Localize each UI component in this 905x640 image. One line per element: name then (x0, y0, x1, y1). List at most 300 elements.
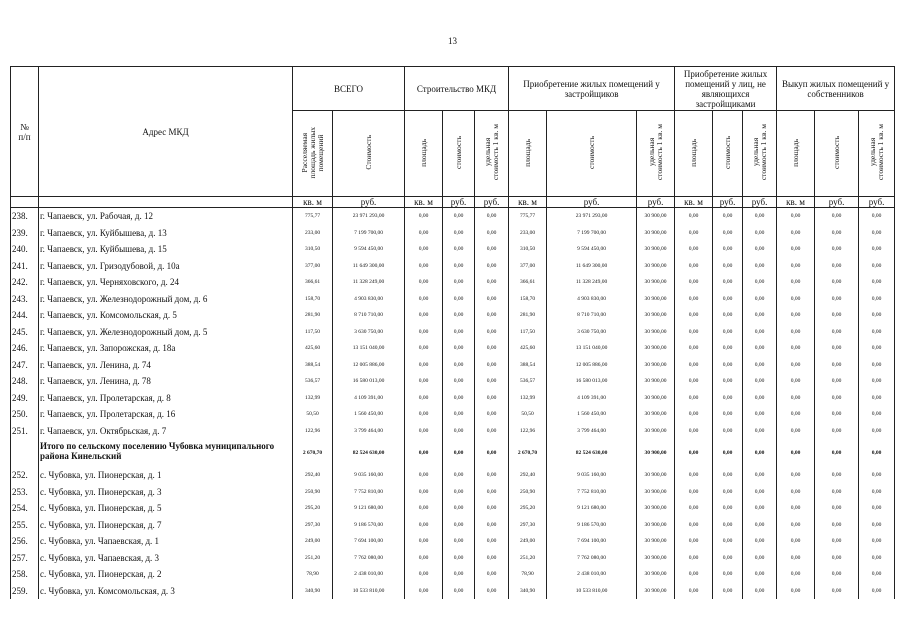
row-number: 250. (11, 406, 39, 423)
cell-value: 11 649 300,00 (547, 258, 637, 275)
row-number: 251. (11, 423, 39, 440)
cell-value: 82 524 630,00 (333, 439, 405, 467)
cell-value: 132,99 (293, 390, 333, 407)
cell-value: 0,00 (743, 517, 777, 534)
cell-value: 30 900,00 (637, 340, 675, 357)
cell-value: 0,00 (743, 550, 777, 567)
cell-value: 0,00 (443, 484, 475, 501)
cell-value: 0,00 (713, 484, 743, 501)
cell-value: 0,00 (777, 241, 815, 258)
subheader-label: площадь (418, 138, 428, 167)
cell-value: 250,90 (293, 484, 333, 501)
cell-value: 0,00 (859, 533, 895, 550)
row-number: 255. (11, 517, 39, 534)
cell-value: 233,00 (293, 225, 333, 242)
cell-value: 0,00 (443, 500, 475, 517)
cell-value: 11 328 249,00 (547, 274, 637, 291)
cell-value: 0,00 (743, 258, 777, 275)
cell-value: 0,00 (777, 550, 815, 567)
unit-label: руб. (475, 197, 509, 208)
table-row (11, 500, 895, 517)
cell-value: 0,00 (713, 500, 743, 517)
cell-value: 16 580 013,00 (547, 373, 637, 390)
row-address: с. Чубовка, ул. Пионерская, д. 3 (39, 484, 293, 501)
cell-value: 0,00 (859, 324, 895, 341)
cell-value: 0,00 (443, 406, 475, 423)
cell-value: 0,00 (815, 390, 859, 407)
row-address: г. Чапаевск, ул. Железнодорожный дом, д. 6 (39, 291, 293, 308)
table-row (11, 423, 895, 440)
cell-value: 2 670,70 (509, 439, 547, 467)
row-address: с. Чубовка, ул. Пионерская, д. 1 (39, 467, 293, 484)
cell-value: 0,00 (713, 258, 743, 275)
cell-value: 0,00 (475, 357, 509, 374)
unit-label: руб. (713, 197, 743, 208)
table-row (11, 484, 895, 501)
cell-value: 0,00 (675, 517, 713, 534)
cell-value: 7 199 700,00 (547, 225, 637, 242)
subheader-col-13 (815, 111, 859, 197)
cell-value: 0,00 (815, 533, 859, 550)
table-row (11, 291, 895, 308)
cell-value: 0,00 (815, 208, 859, 225)
row-number: 247. (11, 357, 39, 374)
cell-value: 0,00 (815, 258, 859, 275)
table-row (11, 533, 895, 550)
cell-value: 281,90 (509, 307, 547, 324)
table-row (11, 208, 895, 225)
cell-value: 16 580 013,00 (333, 373, 405, 390)
cell-value: 0,00 (675, 225, 713, 242)
cell-value: 0,00 (713, 274, 743, 291)
cell-value: 0,00 (815, 550, 859, 567)
cell-value: 0,00 (405, 566, 443, 583)
unit-label: руб. (547, 197, 637, 208)
cell-value: 0,00 (777, 340, 815, 357)
cell-value: 0,00 (743, 340, 777, 357)
cell-value: 30 900,00 (637, 406, 675, 423)
cell-value: 78,90 (509, 566, 547, 583)
cell-value: 0,00 (675, 258, 713, 275)
cell-value: 82 524 630,00 (547, 439, 637, 467)
subheader-label: площадь (688, 138, 698, 167)
row-address: г. Чапаевск, ул. Железнодорожный дом, д. 5 (39, 324, 293, 341)
table-row (11, 373, 895, 390)
cell-value: 122,96 (509, 423, 547, 440)
cell-value: 0,00 (675, 550, 713, 567)
subheader-label: Стоимость (363, 135, 373, 170)
cell-value: 0,00 (675, 406, 713, 423)
cell-value: 0,00 (743, 390, 777, 407)
table-row (11, 357, 895, 374)
cell-value: 3 799 464,00 (547, 423, 637, 440)
cell-value: 775,77 (293, 208, 333, 225)
cell-value: 340,90 (509, 583, 547, 600)
cell-value: 0,00 (675, 439, 713, 467)
cell-value: 1 560 450,00 (333, 406, 405, 423)
unit-label: кв. м (293, 197, 333, 208)
row-address: г. Чапаевск, ул. Ленина, д. 74 (39, 357, 293, 374)
cell-value: 117,50 (509, 324, 547, 341)
cell-value: 0,00 (859, 258, 895, 275)
cell-value: 295,20 (293, 500, 333, 517)
cell-value: 0,00 (475, 500, 509, 517)
cell-value: 0,00 (815, 566, 859, 583)
subheader-col-5 (475, 111, 509, 197)
unit-label: кв. м (675, 197, 713, 208)
cell-value: 0,00 (859, 307, 895, 324)
row-number: 241. (11, 258, 39, 275)
subheader-label: стоимость (586, 136, 596, 169)
cell-value: 0,00 (405, 533, 443, 550)
subheader-col-9 (675, 111, 713, 197)
cell-value: 0,00 (777, 324, 815, 341)
cell-value: 8 710 710,00 (333, 307, 405, 324)
cell-value: 0,00 (405, 307, 443, 324)
cell-value: 0,00 (405, 357, 443, 374)
cell-value: 0,00 (443, 423, 475, 440)
cell-value: 0,00 (475, 291, 509, 308)
unit-label: руб. (815, 197, 859, 208)
row-address: г. Чапаевск, ул. Пролетарская, д. 8 (39, 390, 293, 407)
cell-value: 425,60 (293, 340, 333, 357)
cell-value: 0,00 (815, 373, 859, 390)
header-group-owner-buyout: Выкуп жилых помещений у собственников (777, 67, 895, 111)
cell-value: 0,00 (475, 533, 509, 550)
table-row (11, 583, 895, 600)
cell-value: 0,00 (859, 550, 895, 567)
cell-value: 23 971 293,00 (547, 208, 637, 225)
table-row (11, 324, 895, 341)
cell-value: 30 900,00 (637, 258, 675, 275)
row-address: с. Чубовка, ул. Комсомольская, д. 3 (39, 583, 293, 600)
cell-value: 0,00 (675, 533, 713, 550)
table-row (11, 258, 895, 275)
cell-value: 30 900,00 (637, 208, 675, 225)
cell-value: 0,00 (675, 241, 713, 258)
cell-value: 0,00 (859, 373, 895, 390)
cell-value: 0,00 (777, 406, 815, 423)
cell-value: 425,60 (509, 340, 547, 357)
row-number (11, 439, 39, 467)
cell-value: 366,61 (293, 274, 333, 291)
cell-value: 0,00 (405, 390, 443, 407)
unit-label: кв. м (777, 197, 815, 208)
header-group-developer-purchase: Приобретение жилых помещений у застройщиков (509, 67, 675, 111)
cell-value: 0,00 (443, 340, 475, 357)
cell-value: 0,00 (777, 274, 815, 291)
cell-value: 158,70 (509, 291, 547, 308)
cell-value: 0,00 (475, 583, 509, 600)
cell-value: 0,00 (675, 357, 713, 374)
cell-value: 0,00 (475, 225, 509, 242)
subheader-label: стоимость (831, 136, 841, 169)
row-address: с. Чубовка, ул. Чапаевская, д. 3 (39, 550, 293, 567)
cell-value: 0,00 (475, 241, 509, 258)
cell-value: 377,00 (293, 258, 333, 275)
cell-value: 292,40 (293, 467, 333, 484)
cell-value: 297,30 (509, 517, 547, 534)
row-number: 254. (11, 500, 39, 517)
subheader-label: удельная стоимость 1 кв. м (750, 124, 768, 181)
cell-value: 281,90 (293, 307, 333, 324)
cell-value: 30 900,00 (637, 550, 675, 567)
cell-value: 2 438 010,00 (547, 566, 637, 583)
table-row (11, 225, 895, 242)
cell-value: 0,00 (443, 467, 475, 484)
cell-value: 377,00 (509, 258, 547, 275)
table-row (11, 274, 895, 291)
cell-value: 0,00 (859, 583, 895, 600)
cell-value: 0,00 (713, 467, 743, 484)
cell-value: 0,00 (777, 291, 815, 308)
table-row (11, 390, 895, 407)
header-num: № п/п (11, 67, 39, 197)
cell-value: 0,00 (777, 390, 815, 407)
cell-value: 9 121 680,00 (547, 500, 637, 517)
subheader-col-7 (547, 111, 637, 197)
cell-value: 251,20 (293, 550, 333, 567)
cell-value: 0,00 (713, 241, 743, 258)
table-row (11, 307, 895, 324)
cell-value: 536,57 (293, 373, 333, 390)
cell-value: 249,00 (293, 533, 333, 550)
cell-value: 0,00 (713, 373, 743, 390)
cell-value: 8 710 710,00 (547, 307, 637, 324)
cell-value: 0,00 (675, 423, 713, 440)
cell-value: 0,00 (713, 517, 743, 534)
cell-value: 0,00 (675, 340, 713, 357)
row-address: г. Чапаевск, ул. Гризодубовой, д. 10а (39, 258, 293, 275)
subheader-col-14 (859, 111, 895, 197)
cell-value: 0,00 (405, 467, 443, 484)
cell-value: 30 900,00 (637, 307, 675, 324)
cell-value: 0,00 (777, 258, 815, 275)
cell-value: 4 903 830,00 (547, 291, 637, 308)
cell-value: 0,00 (713, 423, 743, 440)
cell-value: 30 900,00 (637, 324, 675, 341)
page-number: 13 (448, 36, 457, 46)
row-number: 259. (11, 583, 39, 600)
row-number: 240. (11, 241, 39, 258)
cell-value: 0,00 (405, 291, 443, 308)
cell-value: 0,00 (859, 439, 895, 467)
cell-value: 2 438 010,00 (333, 566, 405, 583)
cell-value: 0,00 (777, 583, 815, 600)
cell-value: 0,00 (713, 439, 743, 467)
cell-value: 0,00 (859, 340, 895, 357)
cell-value: 0,00 (815, 423, 859, 440)
cell-value: 0,00 (777, 225, 815, 242)
cell-value: 0,00 (713, 324, 743, 341)
cell-value: 0,00 (443, 550, 475, 567)
cell-value: 0,00 (713, 291, 743, 308)
cell-value: 7 762 080,00 (333, 550, 405, 567)
cell-value: 0,00 (475, 324, 509, 341)
cell-value: 0,00 (743, 208, 777, 225)
cell-value: 0,00 (405, 500, 443, 517)
cell-value: 30 900,00 (637, 390, 675, 407)
cell-value: 297,30 (293, 517, 333, 534)
cell-value: 0,00 (675, 467, 713, 484)
cell-value: 0,00 (777, 500, 815, 517)
cell-value: 4 109 391,00 (547, 390, 637, 407)
cell-value: 0,00 (815, 340, 859, 357)
cell-value: 0,00 (475, 550, 509, 567)
cell-value: 30 900,00 (637, 274, 675, 291)
cell-value: 0,00 (675, 566, 713, 583)
cell-value: 366,61 (509, 274, 547, 291)
cell-value: 0,00 (443, 307, 475, 324)
cell-value: 9 186 570,00 (547, 517, 637, 534)
row-number: 239. (11, 225, 39, 242)
cell-value: 388,54 (509, 357, 547, 374)
cell-value: 0,00 (405, 225, 443, 242)
cell-value: 0,00 (743, 357, 777, 374)
cell-value: 7 694 100,00 (333, 533, 405, 550)
cell-value: 0,00 (443, 517, 475, 534)
cell-value: 0,00 (405, 340, 443, 357)
cell-value: 0,00 (859, 390, 895, 407)
cell-value: 0,00 (675, 307, 713, 324)
cell-value: 7 762 080,00 (547, 550, 637, 567)
cell-value: 30 900,00 (637, 517, 675, 534)
cell-value: 0,00 (777, 423, 815, 440)
cell-value: 0,00 (405, 517, 443, 534)
cell-value: 536,57 (509, 373, 547, 390)
cell-value: 9 121 680,00 (333, 500, 405, 517)
cell-value: 0,00 (815, 439, 859, 467)
cell-value: 0,00 (475, 258, 509, 275)
cell-value: 0,00 (743, 484, 777, 501)
cell-value: 0,00 (475, 390, 509, 407)
cell-value: 30 900,00 (637, 467, 675, 484)
cell-value: 0,00 (405, 324, 443, 341)
unit-label: руб. (443, 197, 475, 208)
row-number: 242. (11, 274, 39, 291)
cell-value: 0,00 (475, 274, 509, 291)
cell-value: 0,00 (675, 390, 713, 407)
table-row (11, 340, 895, 357)
cell-value: 0,00 (777, 533, 815, 550)
cell-value: 0,00 (475, 467, 509, 484)
cell-value: 0,00 (475, 340, 509, 357)
row-number: 258. (11, 566, 39, 583)
cell-value: 0,00 (405, 484, 443, 501)
cell-value: 1 560 450,00 (547, 406, 637, 423)
cell-value: 0,00 (859, 467, 895, 484)
subheader-label: площадь (790, 138, 800, 167)
header-group-nondeveloper-purchase: Приобретение жилых помещений у лиц, не являющихся застройщиками (675, 67, 777, 111)
cell-value: 0,00 (475, 406, 509, 423)
cell-value: 0,00 (475, 566, 509, 583)
cell-value: 7 199 700,00 (333, 225, 405, 242)
row-number: 246. (11, 340, 39, 357)
cell-value: 0,00 (743, 307, 777, 324)
cell-value: 0,00 (815, 583, 859, 600)
row-address: с. Чубовка, ул. Пионерская, д. 7 (39, 517, 293, 534)
cell-value: 0,00 (713, 390, 743, 407)
subheader-label: площадь (522, 138, 532, 167)
unit-label: руб. (743, 197, 777, 208)
row-address: г. Чапаевск, ул. Куйбышева, д. 13 (39, 225, 293, 242)
cell-value: 295,20 (509, 500, 547, 517)
cell-value: 0,00 (777, 357, 815, 374)
cell-value: 0,00 (443, 390, 475, 407)
cell-value: 13 151 040,00 (333, 340, 405, 357)
cell-value: 0,00 (859, 406, 895, 423)
unit-label: руб. (637, 197, 675, 208)
subheader-col-2 (333, 111, 405, 197)
cell-value: 310,50 (293, 241, 333, 258)
row-address: с. Чубовка, ул. Пионерская, д. 2 (39, 566, 293, 583)
cell-value: 0,00 (743, 324, 777, 341)
subheader-label: удельная стоимость 1 кв. м (646, 124, 664, 181)
cell-value: 0,00 (777, 517, 815, 534)
cell-value: 0,00 (443, 225, 475, 242)
cell-value: 3 630 750,00 (547, 324, 637, 341)
header-group-total: ВСЕГО (293, 67, 405, 111)
cell-value: 7 752 810,00 (547, 484, 637, 501)
cell-value: 0,00 (777, 566, 815, 583)
cell-value: 50,50 (293, 406, 333, 423)
row-number: 248. (11, 373, 39, 390)
cell-value: 0,00 (443, 258, 475, 275)
cell-value: 78,90 (293, 566, 333, 583)
cell-value: 0,00 (405, 274, 443, 291)
cell-value: 249,00 (509, 533, 547, 550)
cell-value: 0,00 (859, 208, 895, 225)
cell-value: 0,00 (675, 373, 713, 390)
subheader-col-11 (743, 111, 777, 197)
cell-value: 0,00 (405, 583, 443, 600)
cell-value: 117,50 (293, 324, 333, 341)
cell-value: 9 035 160,00 (547, 467, 637, 484)
cell-value: 0,00 (815, 484, 859, 501)
row-address: г. Чапаевск, ул. Октябрьская, д. 7 (39, 423, 293, 440)
cell-value: 775,77 (509, 208, 547, 225)
table-row (11, 517, 895, 534)
cell-value: 0,00 (859, 241, 895, 258)
cell-value: 0,00 (859, 484, 895, 501)
cell-value: 0,00 (405, 208, 443, 225)
row-number: 252. (11, 467, 39, 484)
cell-value: 13 151 040,00 (547, 340, 637, 357)
unit-label: руб. (859, 197, 895, 208)
cell-value: 0,00 (443, 291, 475, 308)
cell-value: 0,00 (675, 208, 713, 225)
cell-value: 0,00 (815, 291, 859, 308)
cell-value: 0,00 (475, 517, 509, 534)
cell-value: 30 900,00 (637, 373, 675, 390)
cell-value: 0,00 (405, 258, 443, 275)
cell-value: 0,00 (743, 274, 777, 291)
cell-value: 0,00 (713, 550, 743, 567)
cell-value: 0,00 (815, 517, 859, 534)
row-address: г. Чапаевск, ул. Комсомольская, д. 5 (39, 307, 293, 324)
table-row (11, 566, 895, 583)
cell-value: 30 900,00 (637, 500, 675, 517)
cell-value: 0,00 (815, 274, 859, 291)
cell-value: 0,00 (405, 373, 443, 390)
cell-value: 0,00 (859, 517, 895, 534)
cell-value: 30 900,00 (637, 533, 675, 550)
row-address: с. Чубовка, ул. Пионерская, д. 5 (39, 500, 293, 517)
cell-value: 0,00 (713, 225, 743, 242)
table-row (11, 550, 895, 567)
cell-value: 0,00 (713, 583, 743, 600)
units-blank (39, 197, 293, 208)
